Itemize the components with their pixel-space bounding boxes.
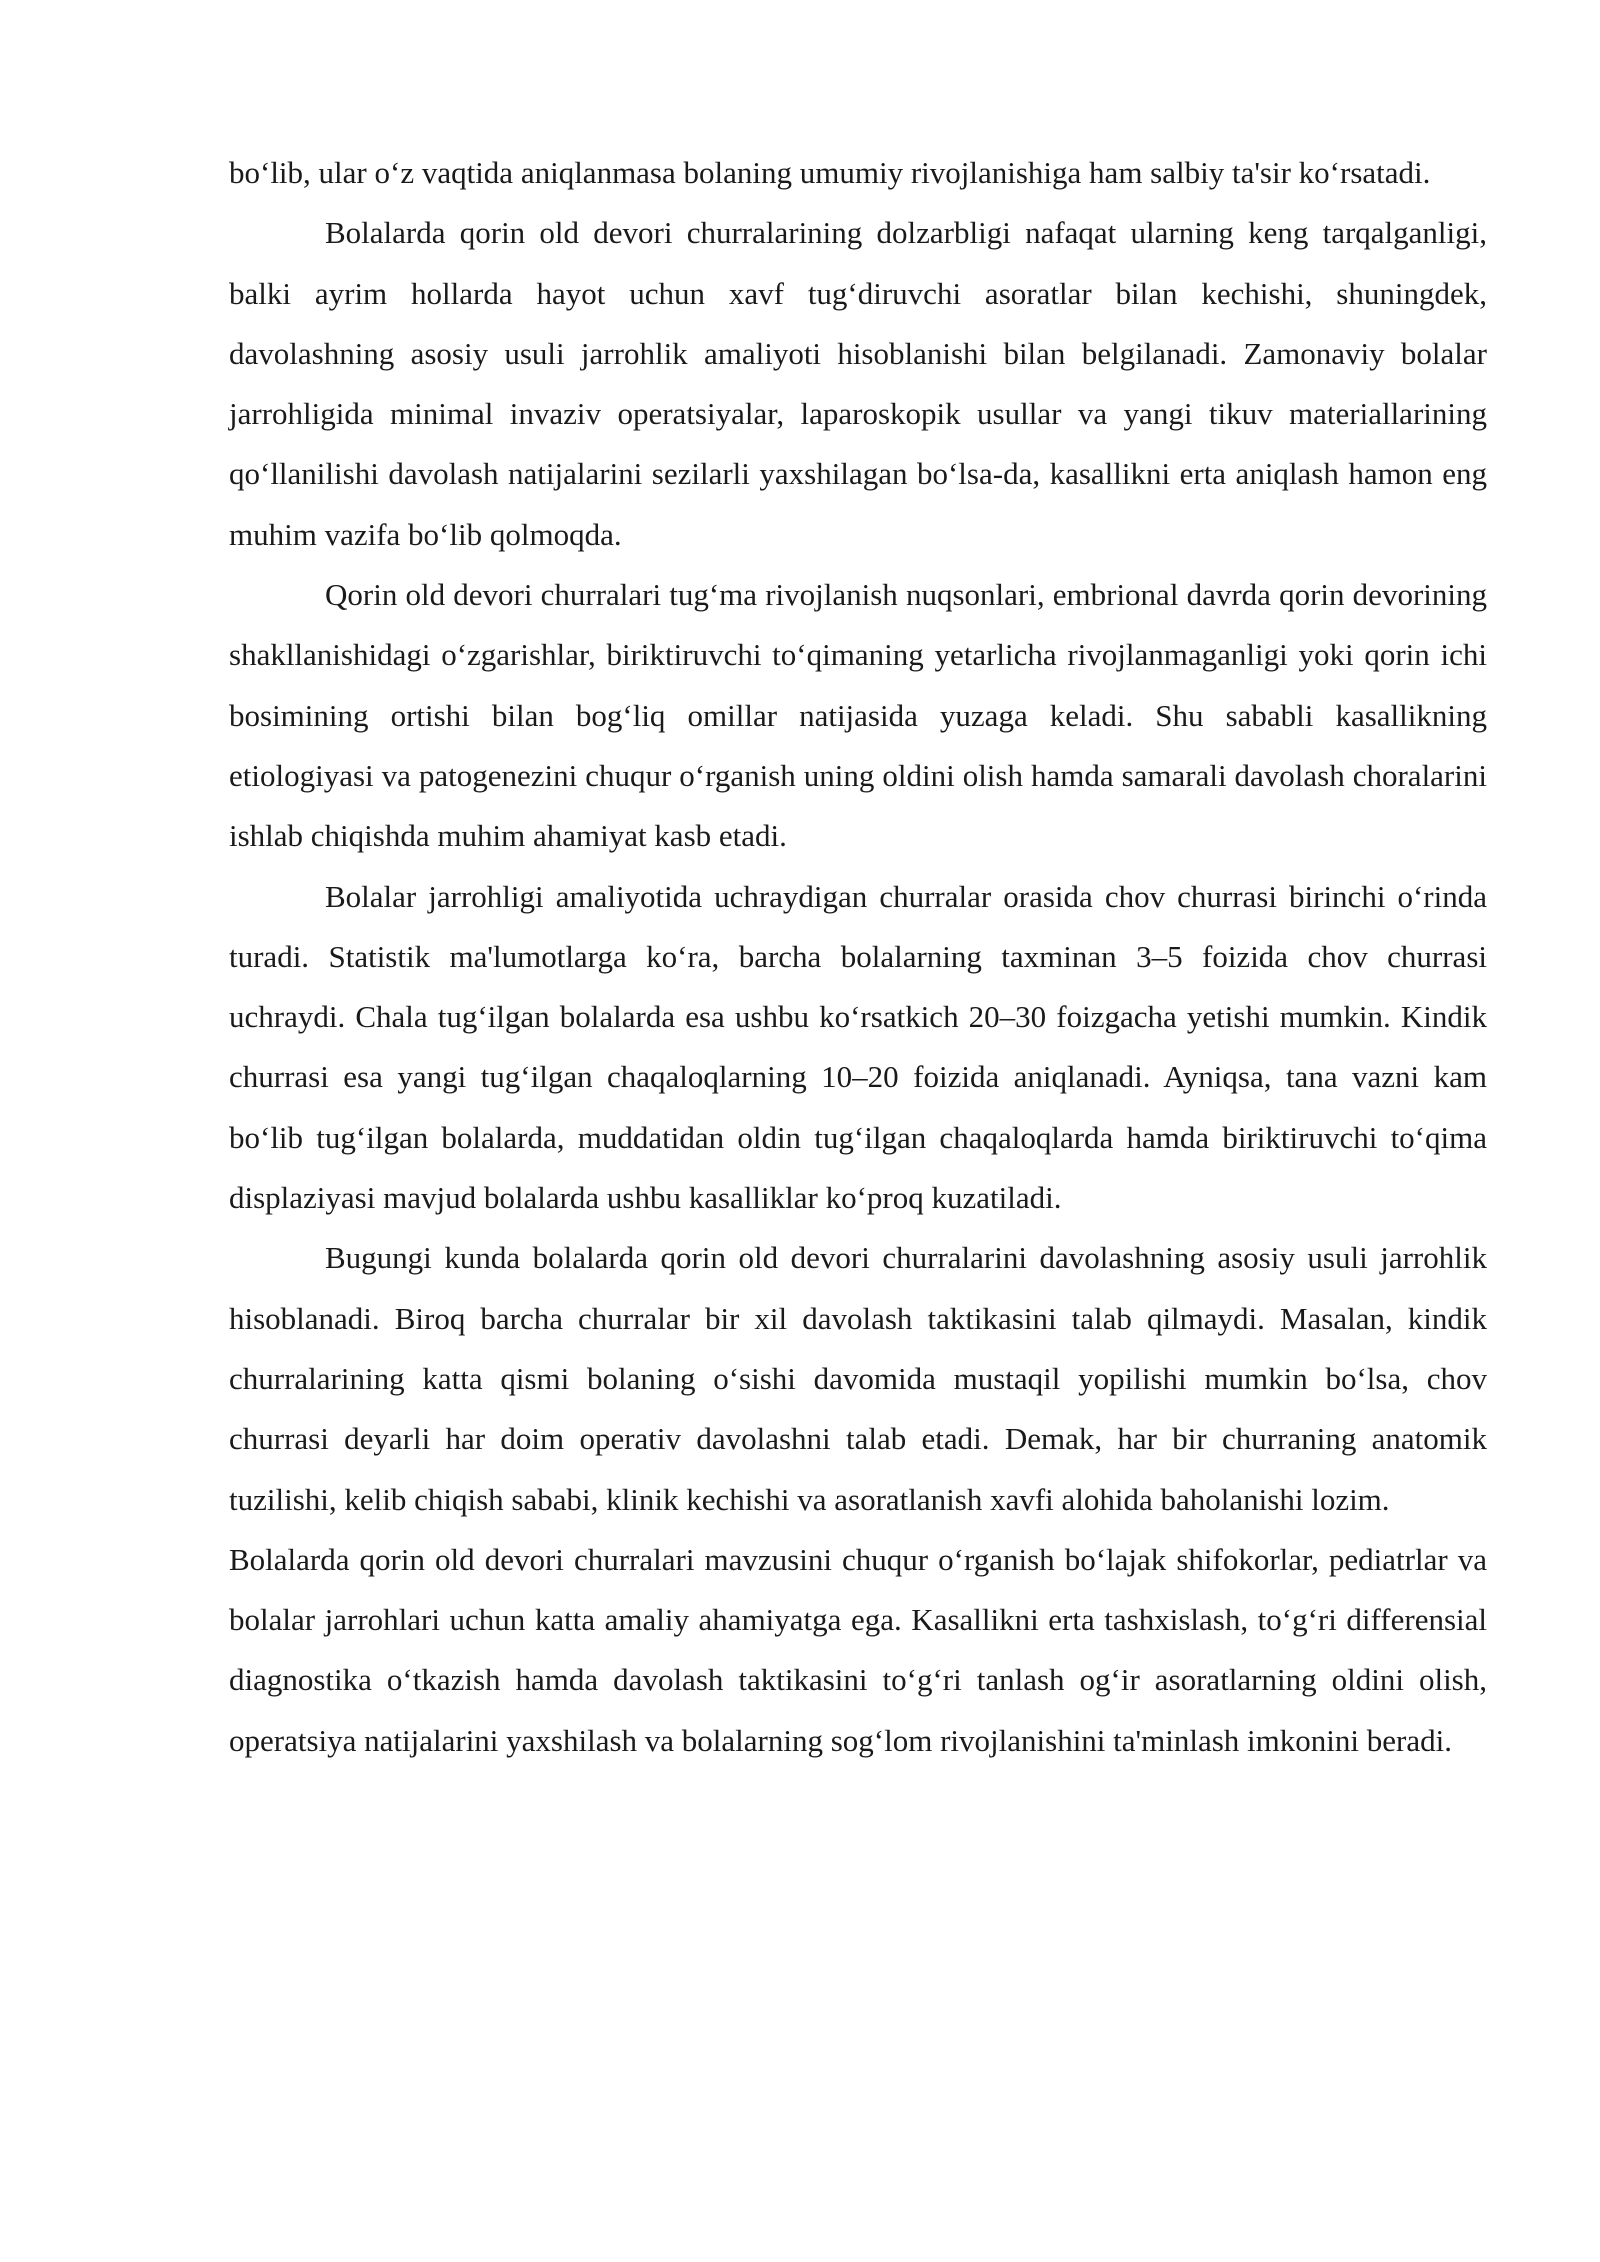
paragraph-6: Bolalarda qorin old devori churralari mavzusini chuqur o‘rganish bo‘lajak shifokorlar, pediatrlar va bolalar jarrohlari uchun katta amaliy ahamiyatga ega. Kasallikni erta tashxislash, to‘g‘ri differensial diagnostika o‘tkazish hamda davolash taktikasini to‘g‘ri tanlash og‘ir asoratlarning oldini olish, operatsiya natijalarini yaxshilash va bolalarning sog‘lom rivojlanishini ta'minlash imkonini beradi. [229, 1541, 1487, 1758]
paragraph-1: bo‘lib, ular o‘z vaqtida aniqlanmasa bolaning umumiy rivojlanishiga ham salbiy ta'sir ko‘rsatadi. [229, 155, 1431, 190]
document-body [229, 143, 1487, 1771]
paragraph-4: Bolalar jarrohligi amaliyotida uchraydigan churralar orasida chov churrasi birinchi o‘rinda turadi. Statistik ma'lumotlarga ko‘ra, barcha bolalarning taxminan 3–5 foizida chov churrasi uchraydi. Chala tug‘ilgan bolalarda esa ushbu ko‘rsatkich 20–30 foizgacha yetishi mumkin. Kindik churrasi esa yangi tug‘ilgan chaqaloqlarning 10–20 foizida aniqlanadi. Ayniqsa, tana vazni kam bo‘lib tug‘ilgan bolalarda, muddatidan oldin tug‘ilgan chaqaloqlarda hamda biriktiruvchi to‘qima displaziyasi mavjud bolalarda ushbu kasalliklar ko‘proq kuzatiladi. [229, 878, 1487, 1216]
paragraph-5: Bugungi kunda bolalarda qorin old devori churralarini davolashning asosiy usuli jarrohlik hisoblanadi. Biroq barcha churralar bir xil davolash taktikasini talab qilmaydi. Masalan, kindik churralarining katta qismi bolaning o‘sishi davomida mustaqil yopilishi mumkin bo‘lsa, chov churrasi deyarli har doim operativ davolashni talab etadi. Demak, har bir churraning anatomik tuzilishi, kelib chiqish sababi, klinik kechishi va asoratlanish xavfi alohida baholanishi lozim. [229, 1240, 1487, 1517]
paragraph-3: Qorin old devori churralari tug‘ma rivojlanish nuqsonlari, embrional davrda qorin devorining shakllanishidagi o‘zgarishlar, biriktiruvchi to‘qimaning yetarlicha rivojlanmaganligi yoki qorin ichi bosimining ortishi bilan bog‘liq omillar natijasida yuzaga keladi. Shu sababli kasallikning etiologiyasi va patogenezini chuqur o‘rganish uning oldini olish hamda samarali davolash choralarini ishlab chiqishda muhim ahamiyat kasb etadi. [229, 577, 1487, 854]
paragraph-2: Bolalarda qorin old devori churralarining dolzarbligi nafaqat ularning keng tarqalganligi, balki ayrim hollarda hayot uchun xavf tug‘diruvchi asoratlar bilan kechishi, shuningdek, davolashning asosiy usuli jarrohlik amaliyoti hisoblanishi bilan belgilanadi. Zamonaviy bolalar jarrohligida minimal invaziv operatsiyalar, laparoskopik usullar va yangi tikuv materiallarining qo‘llanilishi davolash natijalarini sezilarli yaxshilagan bo‘lsa-da, kasallikni erta aniqlash hamon eng muhim vazifa bo‘lib qolmoqda. [229, 215, 1487, 552]
